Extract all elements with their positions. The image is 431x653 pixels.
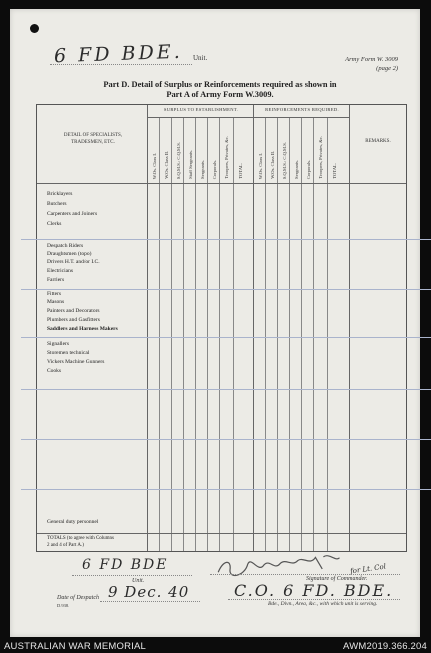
reinf-col-header — [315, 121, 326, 179]
footer-unit-label: Unit. — [132, 578, 145, 584]
surplus-col-header — [221, 121, 232, 179]
row-rule — [21, 439, 431, 440]
title-line1: Part D. Detail of Surplus or Reinforcements required as shown in — [103, 80, 337, 89]
footer-unit-handwritten: 6 FD BDE — [82, 557, 169, 573]
reinf-col-label: TOTAL. — [332, 163, 337, 179]
surplus-col-label: TOTAL. — [238, 163, 243, 179]
date-dotted-line — [100, 601, 200, 602]
bde-dotted-line — [228, 599, 400, 600]
unit-handwritten: 6 FD BDE. — [53, 40, 184, 68]
surplus-col-label: W.Os. Class II. — [164, 151, 169, 179]
table-row-label: Farriers — [47, 277, 65, 283]
detail-header — [43, 133, 143, 146]
bde-handwritten: C.O. 6 FD. BDE. — [234, 581, 394, 600]
detail-table — [36, 104, 407, 552]
table-row-label: Painters and Decorators — [47, 308, 100, 314]
form-ref-line1: Army Form W. 3009 — [345, 56, 398, 63]
surplus-col-label: Staff Sergeants. — [188, 150, 193, 179]
reinf-col-label: Corporals. — [306, 159, 311, 179]
detail-header-line2: TRADESMEN, ETC. — [71, 139, 115, 145]
unit-line — [50, 64, 192, 65]
form-title — [40, 80, 400, 100]
reinf-col-label: W.Os. Class I. — [258, 152, 263, 179]
table-row-label: Butchers — [47, 201, 67, 207]
reinforcements-header: REINFORCEMENTS REQUIRED. — [265, 107, 339, 112]
table-row-label: Clerks — [47, 221, 62, 227]
unit-label: Unit. — [193, 54, 208, 62]
table-row-label: Saddlers and Harness Makers — [47, 326, 118, 332]
table-row-label: Cooks — [47, 368, 62, 374]
table-row-label: Carpenters and Joiners — [47, 211, 98, 217]
form-reference — [345, 55, 398, 73]
unit-dotted-line — [72, 575, 192, 576]
date-sublabel: D.938. — [57, 603, 70, 608]
table-row-label: Plumbers and Gasfitters — [47, 317, 100, 323]
reinf-col-header — [329, 121, 340, 179]
row-rule — [37, 533, 406, 534]
title-line2: Part A of Army Form W.3009. — [166, 90, 274, 99]
table-row-label: Despatch Riders — [47, 243, 84, 249]
row-rule — [21, 239, 431, 240]
table-row-label: Draughtsmen (topo) — [47, 251, 92, 257]
credit-left: AUSTRALIAN WAR MEMORIAL — [4, 641, 147, 652]
signature-dotted-line — [210, 574, 400, 575]
surplus-col-label: Corporals. — [212, 159, 217, 179]
table-row-label: Electricians — [47, 268, 73, 274]
signature-label: Signature of Commander. — [306, 576, 368, 582]
form-page — [10, 9, 420, 637]
table-row-label: Masons — [47, 299, 65, 305]
surplus-header: SURPLUS TO ESTABLISHMENT. — [163, 107, 239, 112]
row-rule — [147, 117, 350, 118]
date-label: Date of Despatch — [57, 595, 99, 601]
punch-hole — [30, 24, 39, 33]
table-row-label: Vickers Machine Gunners — [47, 359, 105, 365]
totals-line1: TOTALS (to agree with Columns — [47, 536, 114, 541]
reinf-col-label: Sergeants. — [294, 160, 299, 179]
column-divider — [349, 105, 350, 551]
table-row-label: Signallers — [47, 341, 69, 347]
surplus-col-label: Sergeants. — [200, 160, 205, 179]
row-rule — [21, 289, 431, 290]
surplus-col-label: Troopers, Privates, &c. — [224, 136, 229, 179]
form-ref-line2: (page 2) — [376, 65, 398, 72]
remarks-header: REMARKS. — [365, 139, 391, 144]
table-row-label: Fitters — [47, 291, 62, 297]
surplus-col-label: S.Q.M.S.: C.Q.M.S. — [176, 141, 181, 179]
reinf-col-label: Troopers, Privates, &c. — [318, 136, 323, 179]
table-row-label: Drivers H.T. and/or I.C. — [47, 259, 100, 265]
table-row-label: General duty personnel — [47, 519, 99, 525]
row-rule — [37, 183, 406, 184]
table-row-label: Storemen technical — [47, 350, 90, 356]
surplus-col-header — [235, 121, 246, 179]
signature-note: for Lt. Col — [349, 562, 387, 576]
bde-label: Bde., Divn., Area, &c., with which unit is serving. — [268, 601, 378, 607]
row-rule — [21, 489, 431, 490]
detail-header-line1: DETAIL OF SPECIALISTS, — [63, 133, 123, 138]
date-handwritten: 9 Dec. 40 — [108, 583, 190, 601]
reinf-col-label: S.Q.M.S.: C.Q.M.S. — [282, 141, 287, 179]
column-divider — [147, 105, 148, 551]
totals-line2: 2 and 4 of Part A.) — [47, 543, 84, 548]
surplus-col-label: W.Os. Class I. — [152, 152, 157, 179]
table-row-label: Bricklayers — [47, 191, 73, 197]
row-rule — [21, 389, 431, 390]
row-rule — [21, 337, 431, 338]
credit-right: AWM2019.366.204 — [343, 641, 427, 652]
column-divider — [253, 105, 254, 551]
reinf-col-label: W.Os. Class II. — [270, 151, 275, 179]
totals-label — [47, 535, 114, 549]
